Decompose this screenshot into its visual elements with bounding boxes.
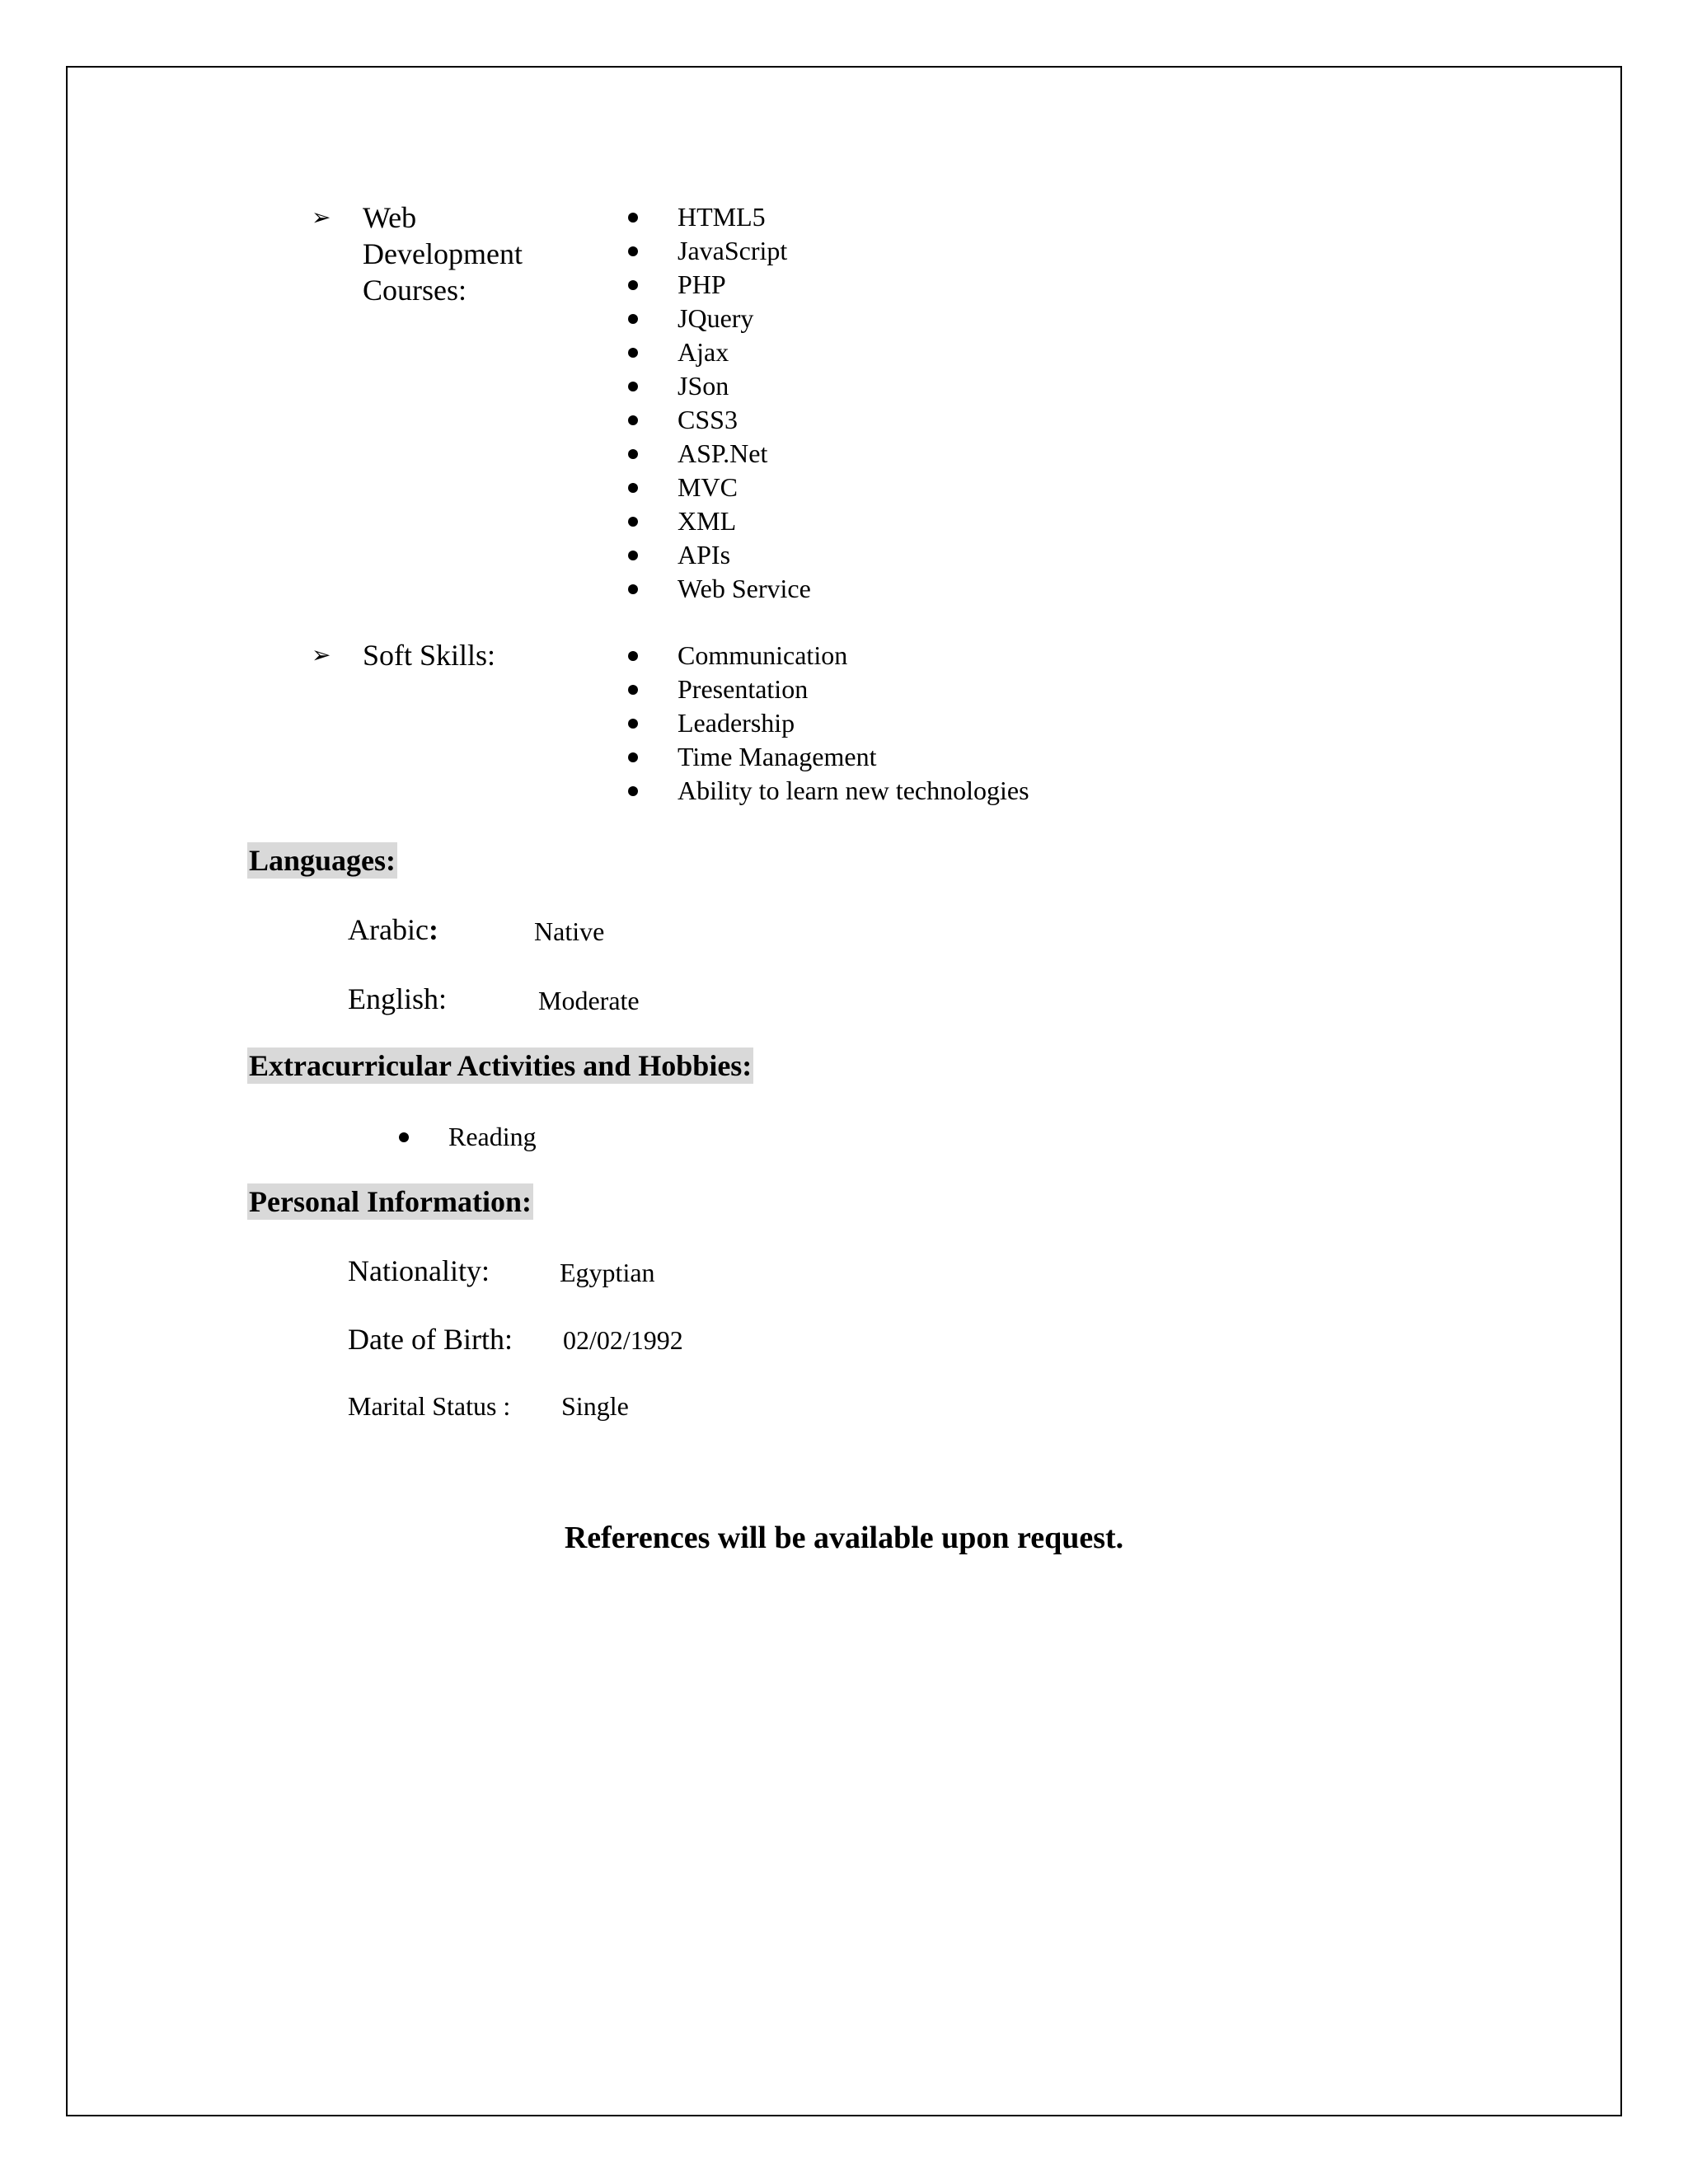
dob-label: Date of Birth: — [348, 1323, 513, 1356]
bullet-icon — [628, 449, 638, 459]
bullet-icon — [628, 752, 638, 762]
list-item: ASP.Net — [628, 437, 811, 471]
bullet-icon — [628, 719, 638, 729]
list-item: XML — [628, 504, 811, 538]
bullet-icon — [628, 415, 638, 425]
bullet-icon — [628, 314, 638, 324]
web-dev-skill-list — [628, 200, 811, 606]
soft-skill-list — [628, 639, 1029, 808]
skill-label-line: Courses: — [363, 274, 467, 307]
bullet-icon — [628, 213, 638, 223]
arrow-bullet-icon: ➢ — [312, 641, 331, 668]
list-item: Time Management — [628, 740, 1029, 774]
list-item: Ajax — [628, 335, 811, 369]
list-item: JavaScript — [628, 234, 811, 268]
list-item: Presentation — [628, 673, 1029, 706]
language-label-english: English: — [348, 982, 448, 1015]
list-item: Ability to learn new technologies — [628, 774, 1029, 808]
bullet-icon — [399, 1132, 409, 1142]
list-item: JSon — [628, 369, 811, 403]
list-item: Reading — [399, 1118, 537, 1155]
language-label-arabic: Arabic: — [348, 913, 438, 946]
list-item: Communication — [628, 639, 1029, 673]
marital-status-value: Single — [561, 1391, 629, 1421]
bullet-icon — [628, 685, 638, 695]
references-note: References will be available upon request. — [564, 1521, 1124, 1555]
list-item: Leadership — [628, 706, 1029, 740]
bullet-icon — [628, 517, 638, 527]
arrow-bullet-icon: ➢ — [312, 204, 331, 231]
list-item: MVC — [628, 471, 811, 504]
activities-list — [399, 1118, 537, 1155]
page-border — [66, 66, 1622, 2116]
skill-group-label-web — [363, 199, 523, 308]
skill-label-line: Web — [363, 201, 417, 234]
list-item: APIs — [628, 538, 811, 572]
languages-heading: Languages: — [249, 844, 396, 877]
marital-status-label: Marital Status : — [348, 1391, 511, 1421]
activities-heading: Extracurricular Activities and Hobbies: — [249, 1049, 753, 1082]
bullet-icon — [628, 551, 638, 560]
dob-value: 02/02/1992 — [563, 1325, 683, 1355]
bullet-icon — [628, 382, 638, 391]
nationality-value: Egyptian — [560, 1258, 655, 1287]
list-item: PHP — [628, 268, 811, 302]
personal-info-heading: Personal Information: — [249, 1185, 532, 1218]
nationality-label: Nationality: — [348, 1254, 490, 1287]
bullet-icon — [628, 483, 638, 493]
list-item: JQuery — [628, 302, 811, 335]
list-item: CSS3 — [628, 403, 811, 437]
bullet-icon — [628, 651, 638, 661]
bullet-icon — [628, 280, 638, 290]
list-item: Web Service — [628, 572, 811, 606]
bullet-icon — [628, 246, 638, 256]
bullet-icon — [628, 584, 638, 594]
bullet-icon — [628, 786, 638, 796]
bullet-icon — [628, 348, 638, 358]
language-value-arabic: Native — [534, 916, 605, 946]
language-value-english: Moderate — [538, 986, 640, 1015]
skill-label-line: Development — [363, 237, 523, 270]
skill-group-label-soft: Soft Skills: — [363, 639, 496, 672]
list-item: HTML5 — [628, 200, 811, 234]
